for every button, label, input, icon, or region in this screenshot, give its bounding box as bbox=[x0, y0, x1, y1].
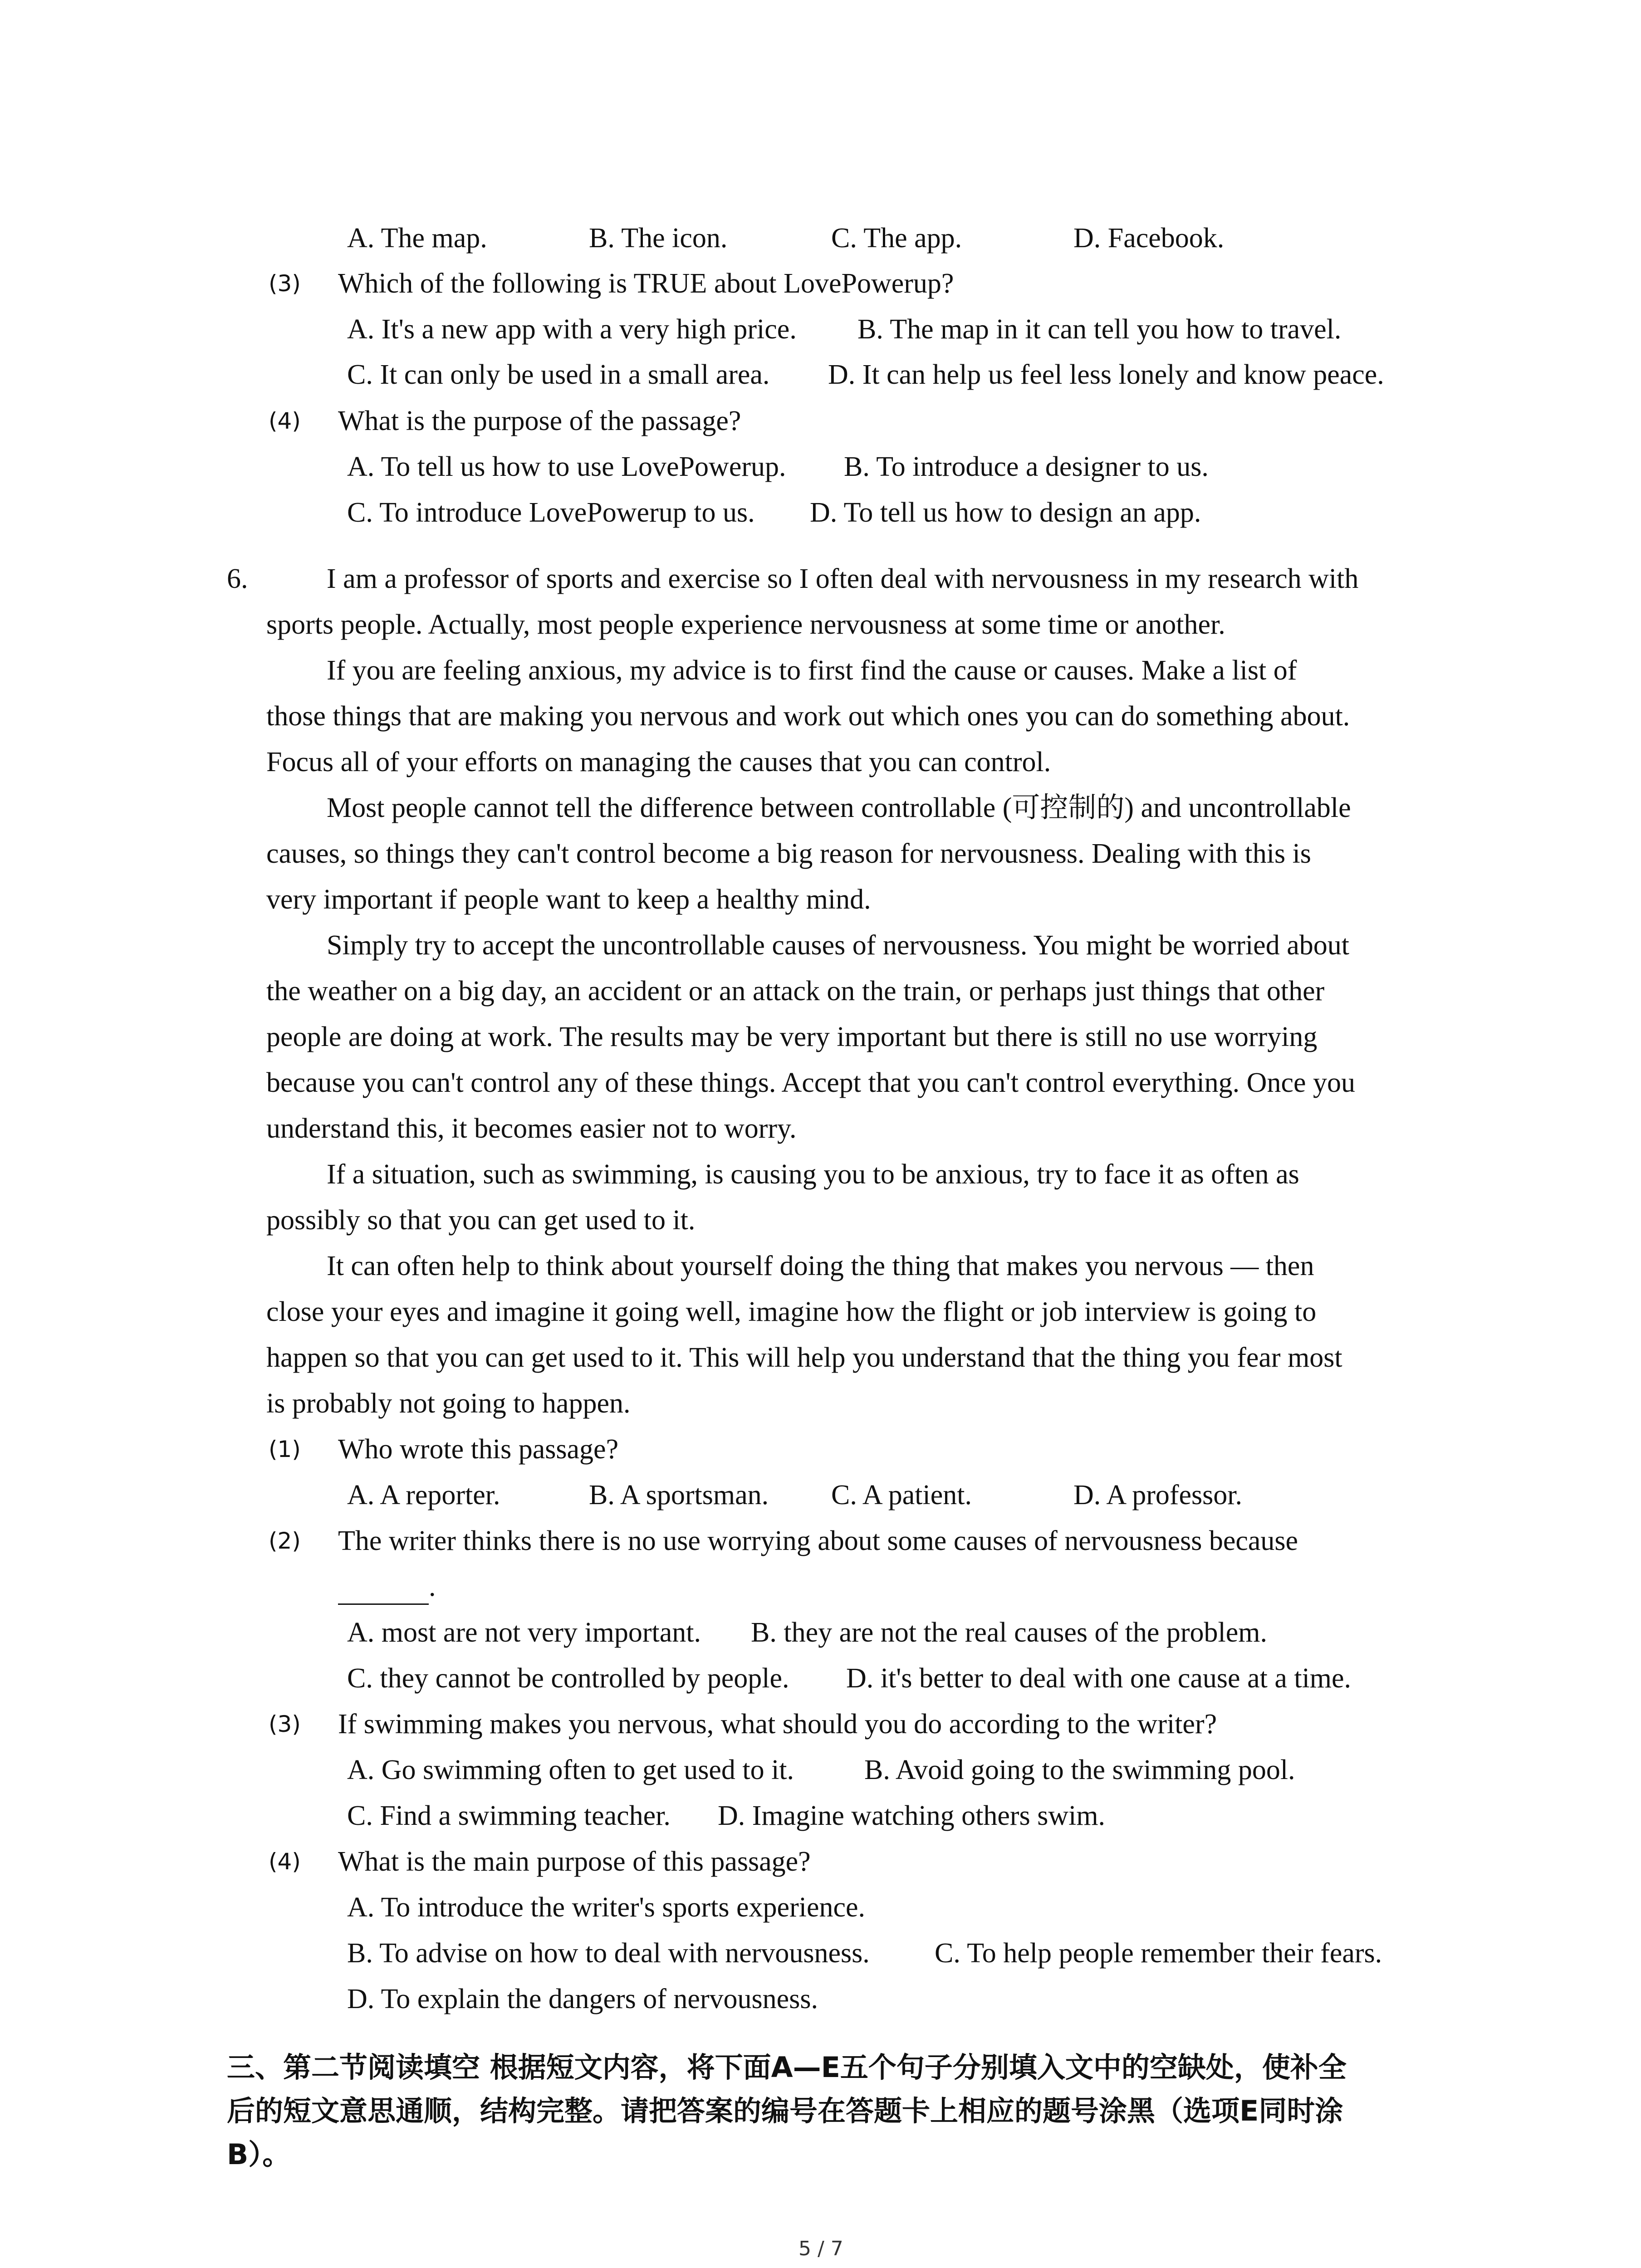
question-4-option-b: B. To advise on how to deal with nervousness. bbox=[347, 1938, 870, 1969]
passage-line: Most people cannot tell the difference between controllable (可控制的) and uncontrollable bbox=[327, 792, 1351, 823]
page-number: 5 / 7 bbox=[798, 2237, 843, 2260]
passage-line: those things that are making you nervous and work out which ones you can do something about. bbox=[266, 701, 1350, 732]
question-4-option-c: C. To help people remember their fears. bbox=[935, 1938, 1382, 1969]
passage-line: people are doing at work. The results may be very important but there is still no use worrying bbox=[266, 1022, 1318, 1052]
question-3-option-c: C. Find a swimming teacher. bbox=[347, 1800, 671, 1831]
prev-q2-option-a: A. The map. bbox=[347, 223, 487, 254]
passage-line: Focus all of your efforts on managing the causes that you can control. bbox=[266, 747, 1051, 777]
prev-q3-option-d: D. It can help us feel less lonely and know peace. bbox=[828, 359, 1384, 390]
passage-line: Simply try to accept the uncontrollable causes of nervousness. You might be worried about bbox=[327, 930, 1349, 961]
prev-q3-option-c: C. It can only be used in a small area. bbox=[347, 359, 770, 390]
section-heading-line: 三、第二节阅读填空 根据短文内容，将下面A—E五个句子分别填入文中的空缺处，使补全 bbox=[227, 2051, 1347, 2084]
passage-line: happen so that you can get used to it. This will help you understand that the thing you fear most bbox=[266, 1342, 1342, 1373]
question-2-blank-end: . bbox=[429, 1571, 436, 1602]
question-1-option-c: C. A patient. bbox=[831, 1480, 972, 1510]
question-1-option-a: A. A reporter. bbox=[347, 1480, 500, 1510]
passage-line: possibly so that you can get used to it. bbox=[266, 1205, 696, 1236]
question-4-text: What is the main purpose of this passage? bbox=[338, 1846, 811, 1877]
prev-q4-option-d: D. To tell us how to design an app. bbox=[810, 497, 1201, 528]
question-2-option-b: B. they are not the real causes of the problem. bbox=[751, 1617, 1267, 1648]
question-2-option-c: C. they cannot be controlled by people. bbox=[347, 1663, 789, 1694]
passage-line: because you can't control any of these things. Accept that you can't control everything. Once you bbox=[266, 1067, 1355, 1098]
question-4-option-a: A. To introduce the writer's sports experience. bbox=[347, 1892, 866, 1923]
passage-line: sports people. Actually, most people experience nervousness at some time or another. bbox=[266, 609, 1225, 640]
passage-line: the weather on a big day, an accident or an attack on the train, or perhaps just things that other bbox=[266, 976, 1325, 1007]
question-2-number: (2) bbox=[269, 1528, 301, 1554]
passage-line: very important if people want to keep a healthy mind. bbox=[266, 884, 871, 915]
question-3-number: (3) bbox=[269, 1711, 301, 1737]
passage-line: If you are feeling anxious, my advice is to first find the cause or causes. Make a list of bbox=[327, 655, 1297, 686]
passage-line: It can often help to think about yourself doing the thing that makes you nervous — then bbox=[327, 1251, 1314, 1281]
prev-q4-text: What is the purpose of the passage? bbox=[338, 406, 741, 436]
question-4-option-d: D. To explain the dangers of nervousness. bbox=[347, 1984, 818, 2014]
prev-q4-option-a: A. To tell us how to use LovePowerup. bbox=[347, 451, 786, 482]
passage-number: 6. bbox=[227, 563, 248, 594]
prev-q2-option-d: D. Facebook. bbox=[1073, 223, 1225, 254]
question-3-text: If swimming makes you nervous, what should you do according to the writer? bbox=[338, 1709, 1217, 1740]
question-1-number: (1) bbox=[269, 1436, 301, 1462]
question-3-option-d: D. Imagine watching others swim. bbox=[718, 1800, 1106, 1831]
prev-q2-option-c: C. The app. bbox=[831, 223, 962, 254]
question-2-text: The writer thinks there is no use worrying about some causes of nervousness because bbox=[338, 1525, 1298, 1556]
passage-line: If a situation, such as swimming, is causing you to be anxious, try to face it as often as bbox=[327, 1159, 1299, 1190]
prev-q4-option-b: B. To introduce a designer to us. bbox=[844, 451, 1209, 482]
passage-line: understand this, it becomes easier not to worry. bbox=[266, 1113, 797, 1144]
passage-line: is probably not going to happen. bbox=[266, 1388, 631, 1419]
prev-q4-option-c: C. To introduce LovePowerup to us. bbox=[347, 497, 755, 528]
passage-line: close your eyes and imagine it going well, imagine how the flight or job interview is going to bbox=[266, 1296, 1317, 1327]
question-3-option-b: B. Avoid going to the swimming pool. bbox=[864, 1755, 1295, 1785]
question-2-option-a: A. most are not very important. bbox=[347, 1617, 701, 1648]
prev-q2-option-b: B. The icon. bbox=[589, 223, 728, 254]
answer-blank bbox=[338, 1577, 429, 1605]
prev-q4-number: (4) bbox=[269, 408, 301, 434]
passage-line: I am a professor of sports and exercise so I often deal with nervousness in my research with bbox=[327, 563, 1359, 594]
prev-q3-option-a: A. It's a new app with a very high price. bbox=[347, 314, 797, 345]
question-2-option-d: D. it's better to deal with one cause at a time. bbox=[846, 1663, 1352, 1694]
prev-q3-text: Which of the following is TRUE about LovePowerup? bbox=[338, 268, 954, 299]
section-heading-line: 后的短文意思通顺，结构完整。请把答案的编号在答题卡上相应的题号涂黑（选项E同时涂 bbox=[227, 2094, 1343, 2127]
prev-q3-option-b: B. The map in it can tell you how to travel. bbox=[857, 314, 1342, 345]
question-2-blank-line bbox=[338, 1569, 436, 1605]
question-1-option-d: D. A professor. bbox=[1073, 1480, 1242, 1510]
section-heading-line: B）。 bbox=[227, 2138, 291, 2171]
prev-q3-number: (3) bbox=[269, 270, 301, 297]
question-1-text: Who wrote this passage? bbox=[338, 1434, 619, 1465]
question-3-option-a: A. Go swimming often to get used to it. bbox=[347, 1755, 794, 1785]
question-4-number: (4) bbox=[269, 1848, 301, 1875]
passage-line: causes, so things they can't control become a big reason for nervousness. Dealing with this is bbox=[266, 838, 1311, 869]
question-1-option-b: B. A sportsman. bbox=[589, 1480, 769, 1510]
